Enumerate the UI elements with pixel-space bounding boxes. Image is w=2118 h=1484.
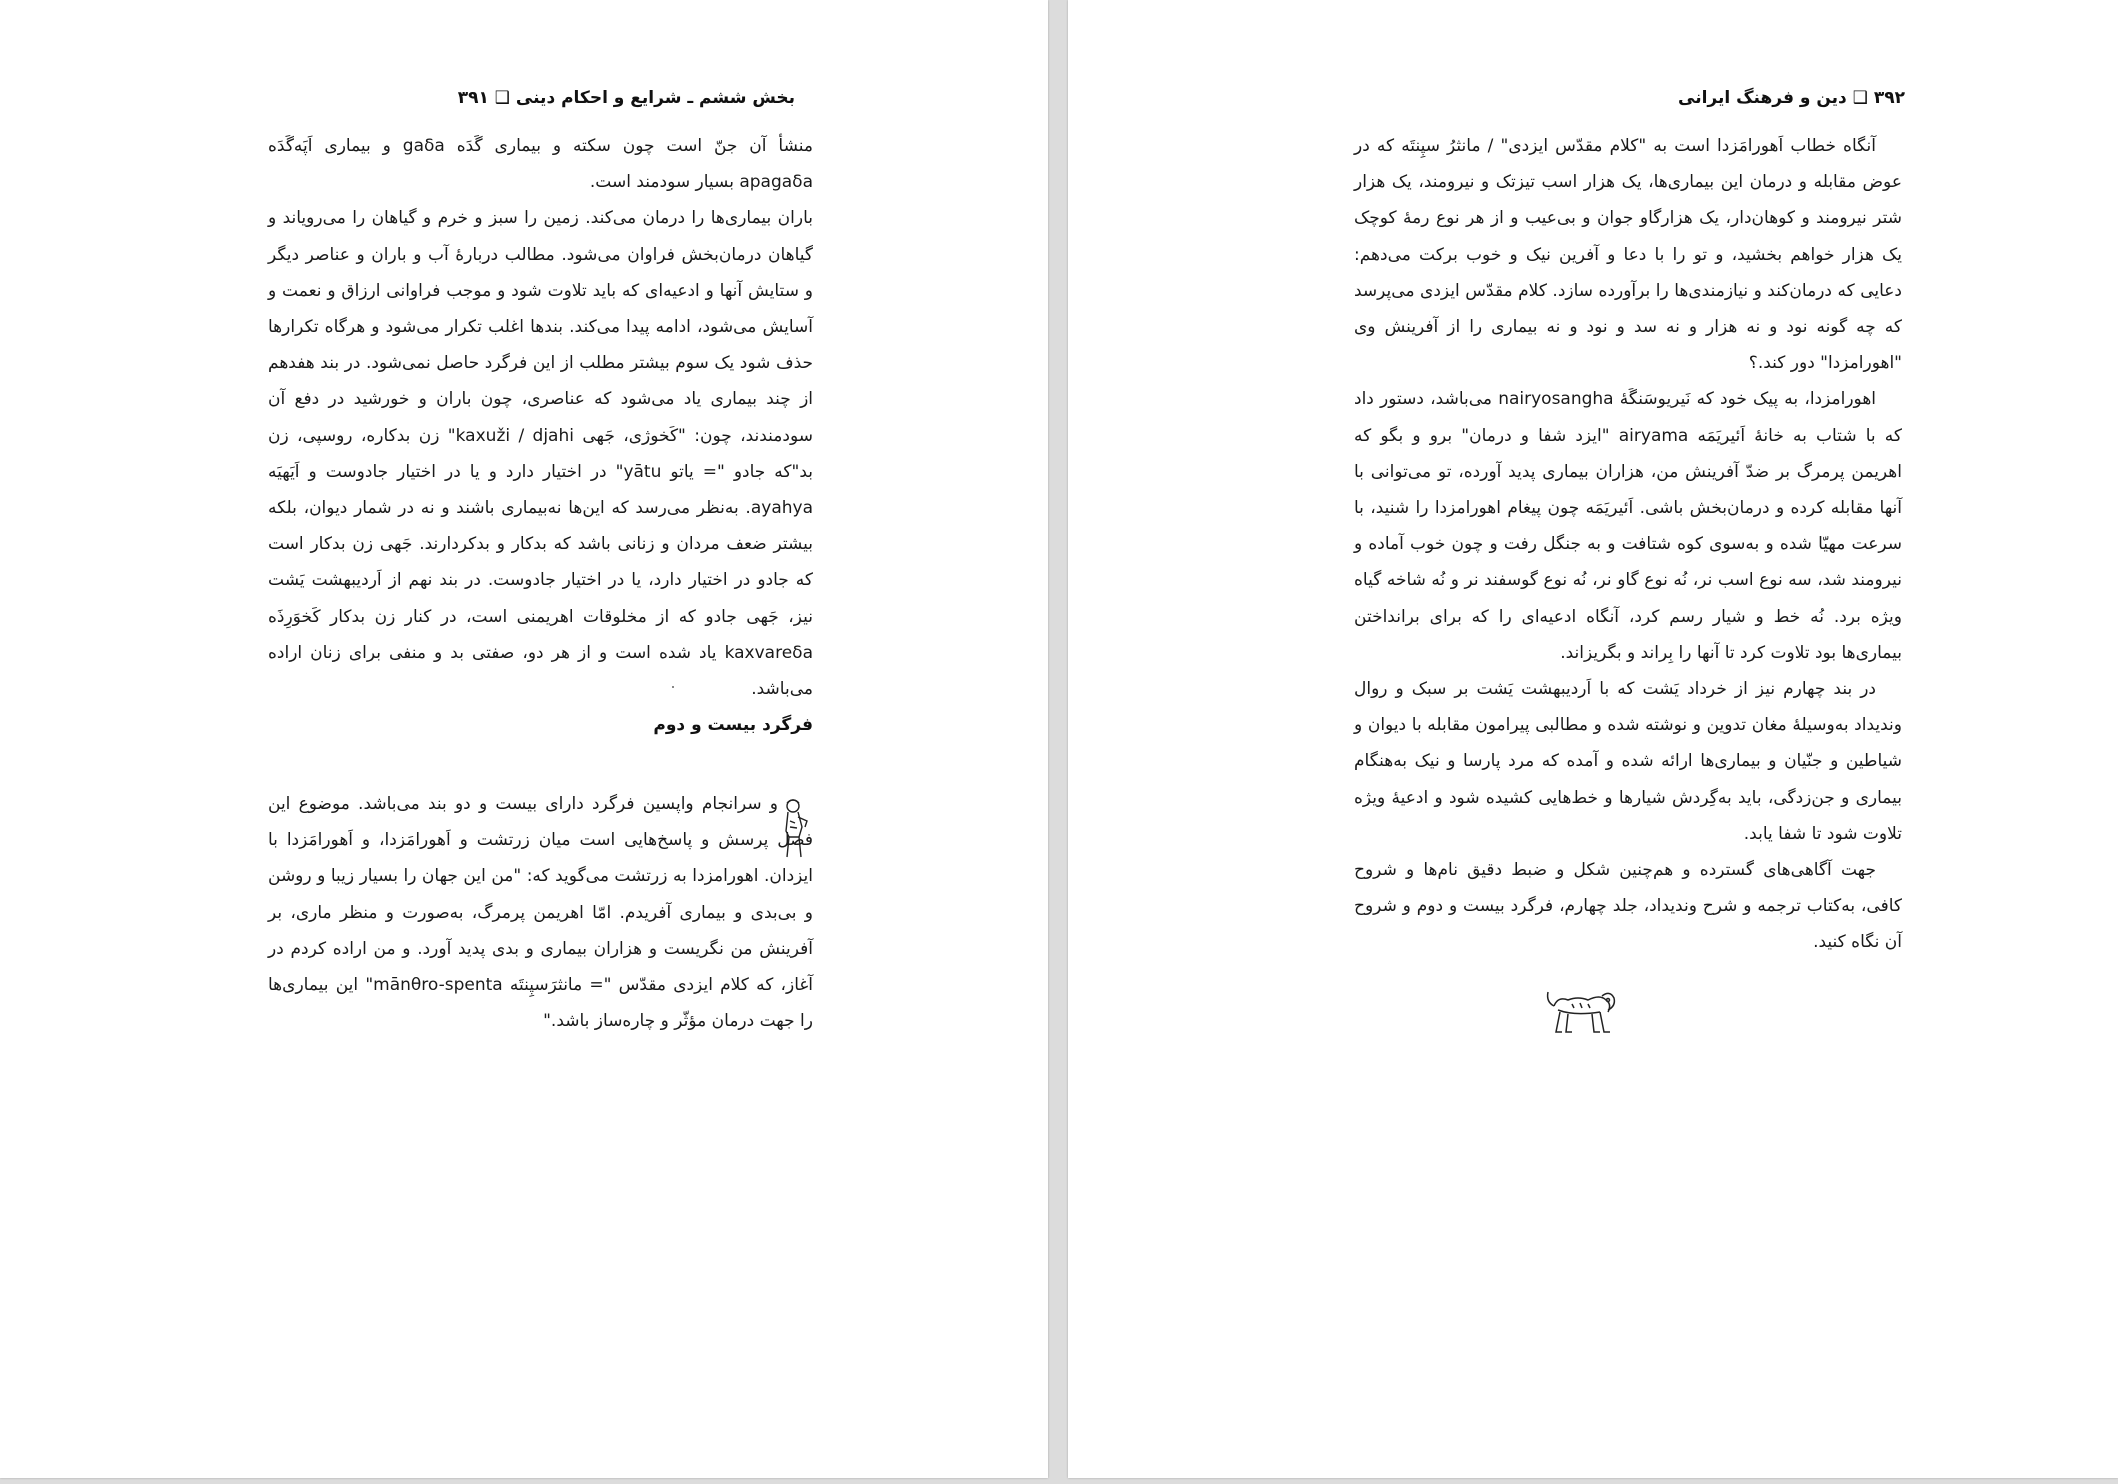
paragraph: در بند چهارم نیز از خرداد یَشت که با اَردیبهشت یَشت بر سبک و روال وندیداد به‌وسیلهٔ مغان تدوین و نوشته شده و مطالبی پیرامون مقابله با دیوان و شیاطین و جنّیان و بیماری‌ها ارائه شده و آمده که مرد پارسا و نیک به‌هنگام بیماری و جن‌زدگی، باید به‌گِردش شیارها و خط‌هایی کشیده شود و ادعیهٔ ویژه تلاوت شود تا شفا یابد. <box>1354 679 1902 844</box>
ancient-figure-icon <box>777 797 811 859</box>
running-header: بخش ششم ـ شرایع و احکام دینی ❑ ۳۹۱ <box>457 88 795 108</box>
section-title: فرگرد بیست و دوم <box>653 715 813 735</box>
paragraph: جهت آگاهی‌های گسترده و هم‌چنین شکل و ضبط دقیق نام‌ها و شروح کافی، به‌کتاب ترجمه و شرح وندیداد، جلد چهارم، فرگرد بیست و دوم و شروح آن نگاه کنید. <box>1354 860 1902 953</box>
paragraph: و سرانجام واپسین فرگرد دارای بیست و دو بند می‌باشد. موضوع این فصل پرسش و پاسخ‌هایی است میان زرتشت و اَهورامَزدا، و اَهورامَزدا با ایزدان. اهورامزدا به زرتشت می‌گوید که: "من این جهان را بسیار زیبا و روشن و بی‌بدی و بیماری آفریدم. امّا اهریمن پرمرگ، به‌صورت و منظر ماری، بر آفرینش من نگریست و هزاران بیماری و بدی پدید آورد. و من اراده کردم در آغاز، که کلام ایزدی مقدّس "= مانثرَسپِنتَه mānθro-spenta" این بیماری‌ها را جهت درمان مؤثّر و چاره‌ساز باشد." <box>268 794 813 1032</box>
body-text <box>1354 128 1902 961</box>
page-392[interactable] <box>1068 0 2118 1478</box>
paragraph: منشأ آن جنّ است چون سکته و بیماری گَدَه gaδa و بیماری اَپَه‌گَدَه apagaδa بسیار سودمند است. <box>268 136 813 193</box>
paragraph: باران بیماری‌ها را درمان می‌کند. زمین را سبز و خرم و گیاهان را می‌رویاند و گیاهان درمان‌بخش فراوان می‌شود. مطالب دربارهٔ آب و باران و عناصر دیگر و ستایش آنها و ادعیه‌ای که باید تلاوت شود و موجب فراوانی ارزاق و نعمت و آسایش می‌شود، ادامه پیدا می‌کند. بندها اغلب تکرار می‌شود و هرگاه تکرارها حذف شود یک سوم بیشتر مطلب از این فرگرد حاصل نمی‌شود. در بند هفدهم از چند بیماری یاد می‌شود که عناصری، چون باران و خورشید در دفع آن سودمندند، چون: "کَخوژی، جَهی kaxuži / djahi" زن بدکاره، روسپی، زن بد"که جادو "= یاتو yātu" در اختیار دارد و یا در اختیار جادوست و اَیَهیَه ayahya. به‌نظر می‌رسد که این‌ها نه‌بیماری باشند و نه در شمار دیوان، بلکه بیشتر ضعف مردان و زنانی باشد که بدکار و بدکردارند. جَهی زن بدکار است که جادو در اختیار دارد، یا در اختیار جادوست. در بند نهم از اَردیبهشت یَشت نیز، جَهی جادو که از مخلوقات اهریمنی است، در کنار زن بدکار کَخوَرِذَه kaxvareδa یاد شده است و از هر دو، صفتی بد و منفی برای زنان اراده می‌باشد. <box>268 208 813 700</box>
page-391[interactable] <box>0 0 1048 1478</box>
body-text <box>268 128 813 707</box>
lion-icon <box>1544 986 1618 1038</box>
body-text <box>268 786 813 1039</box>
paragraph: اهورامزدا، به پیک خود که نَیریوسَنگَهٔ nairyosangha می‌باشد، دستور داد که با شتاب به خانهٔ اَئیریَمَه airyama "ایزد شفا و درمان" برو و بگو که اهریمن پرمرگ بر ضدّ آفرینش من، هزاران بیماری پدید آورده، تو می‌توانی با آنها مقابله کرده و درمان‌بخش باشی. اَئیریَمَه چون پیغام اهورامزدا را شنید، با سرعت مهیّا شده و به‌سوی کوه شتافت و به جنگل رفت و چون خوب آماده و نیرومند شد، سه نوع اسب نر، نُه نوع گاو نر، نُه نوع گوسفند نر و نُه شاخه گیاه ویژه برد. نُه خط و شیار رسم کرد، آنگاه ادعیه‌ای را که برای برانداختن بیماری‌ها بود تلاوت کرد تا آنها را بِراند و بگریزاند. <box>1354 389 1902 663</box>
print-speck <box>672 686 674 688</box>
paragraph: آنگاه خطاب اَهورامَزدا است به "کلام مقدّس ایزدی" / مانثرُ سپِنتَه که در عوض مقابله و درمان این بیماری‌ها، یک هزار اسب تیزتک و نیرومند، یک هزار شتر نیرومند و کوهان‌دار، یک هزارگاو جوان و بی‌عیب و از هر نوع رمهٔ کوچک یک هزار خواهم بخشید، و تو را با دعا و آفرین نیک و خوب برکت می‌دهم: دعایی که درمان‌کند و نیازمندی‌ها را برآورده سازد. کلام مقدّس ایزدی می‌پرسد که چه گونه نود و نه هزار و نه سد و نود و نه بیماری را از آفرینش وی "اهورامزدا" دور کند.؟ <box>1354 136 1902 374</box>
running-header: ۳۹۲ ❑ دین و فرهنگ ایرانی <box>1678 88 1905 108</box>
